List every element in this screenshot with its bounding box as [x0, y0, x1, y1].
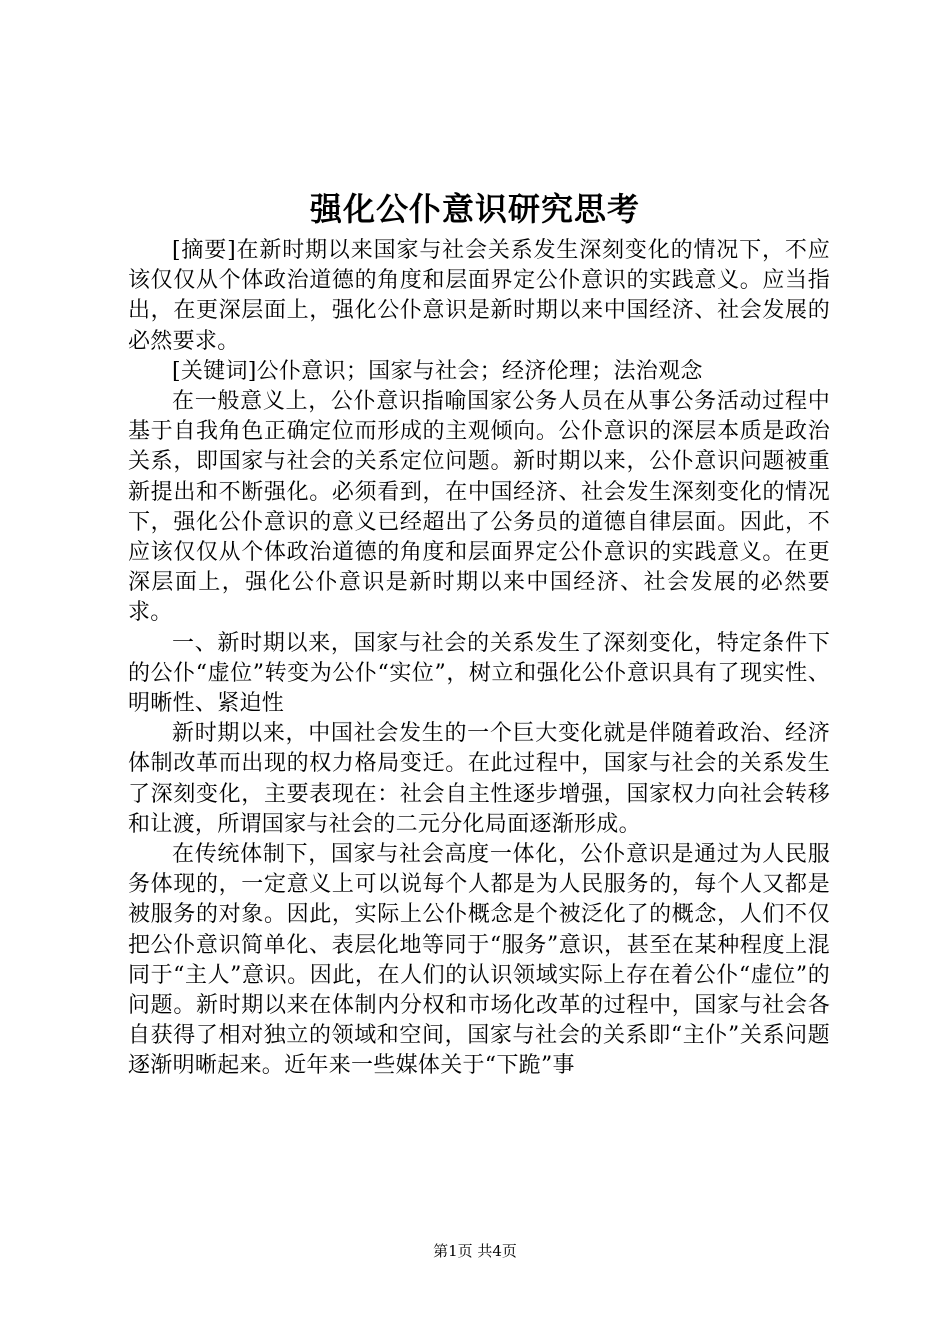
document-title: 强化公仆意识研究思考	[309, 190, 640, 228]
body-paragraph: 新时期以来，中国社会发生的一个巨大变化就是伴随着政治、经济体制改革而出现的权力格局变迁。在此过程中，国家与社会的关系发生了深刻变化，主要表现在：社会自主性逐步增强，国家权力向社会转移和让渡，所谓国家与社会的二元分化局面逐渐形成。	[128, 721, 830, 837]
keywords-paragraph: [关键词]公仆意识；国家与社会；经济伦理；法治观念	[172, 358, 703, 384]
body-paragraph: 在一般意义上，公仆意识指喻国家公务人员在从事公务活动过程中基于自我角色正确定位而形成的主观倾向。公仆意识的深层本质是政治关系，即国家与社会的关系定位问题。新时期以来，公仆意识问题被重新提出和不断强化。必须看到，在中国经济、社会发生深刻变化的情况下，强化公仆意识的意义已经超出了公务员的道德自律层面。因此，不应该仅仅从个体政治道德的角度和层面界定公仆意识的实践意义。在更深层面上，强化公仆意识是新时期以来中国经济、社会发展的必然要求。	[128, 389, 830, 626]
body-paragraph: 在传统体制下，国家与社会高度一体化，公仆意识是通过为人民服务体现的，一定意义上可以说每个人都是为人民服务的，每个人又都是被服务的对象。因此，实际上公仆概念是个被泛化了的概念，人们不仅把公仆意识简单化、表层化地等同于“服务”意识，甚至在某种程度上混同于“主人”意识。因此，在人们的认识领域实际上存在着公仆“虚位”的问题。新时期以来在体制内分权和市场化改革的过程中，国家与社会各自获得了相对独立的领域和空间，国家与社会的关系即“主仆”关系问题逐渐明晰起来。近年来一些媒体关于“下跪”事	[128, 842, 830, 1079]
abstract-paragraph: [摘要]在新时期以来国家与社会关系发生深刻变化的情况下，不应该仅仅从个体政治道德的角度和层面界定公仆意识的实践意义。应当指出，在更深层面上，强化公仆意识是新时期以来中国经济、社会发展的必然要求。	[128, 238, 830, 354]
document-body	[128, 236, 830, 1082]
page-footer: 第1页 共4页	[433, 1242, 517, 1260]
section-heading: 一、新时期以来，国家与社会的关系发生了深刻变化，特定条件下的公仆“虚位”转变为公仆“实位”，树立和强化公仆意识具有了现实性、明晰性、紧迫性	[128, 630, 830, 717]
